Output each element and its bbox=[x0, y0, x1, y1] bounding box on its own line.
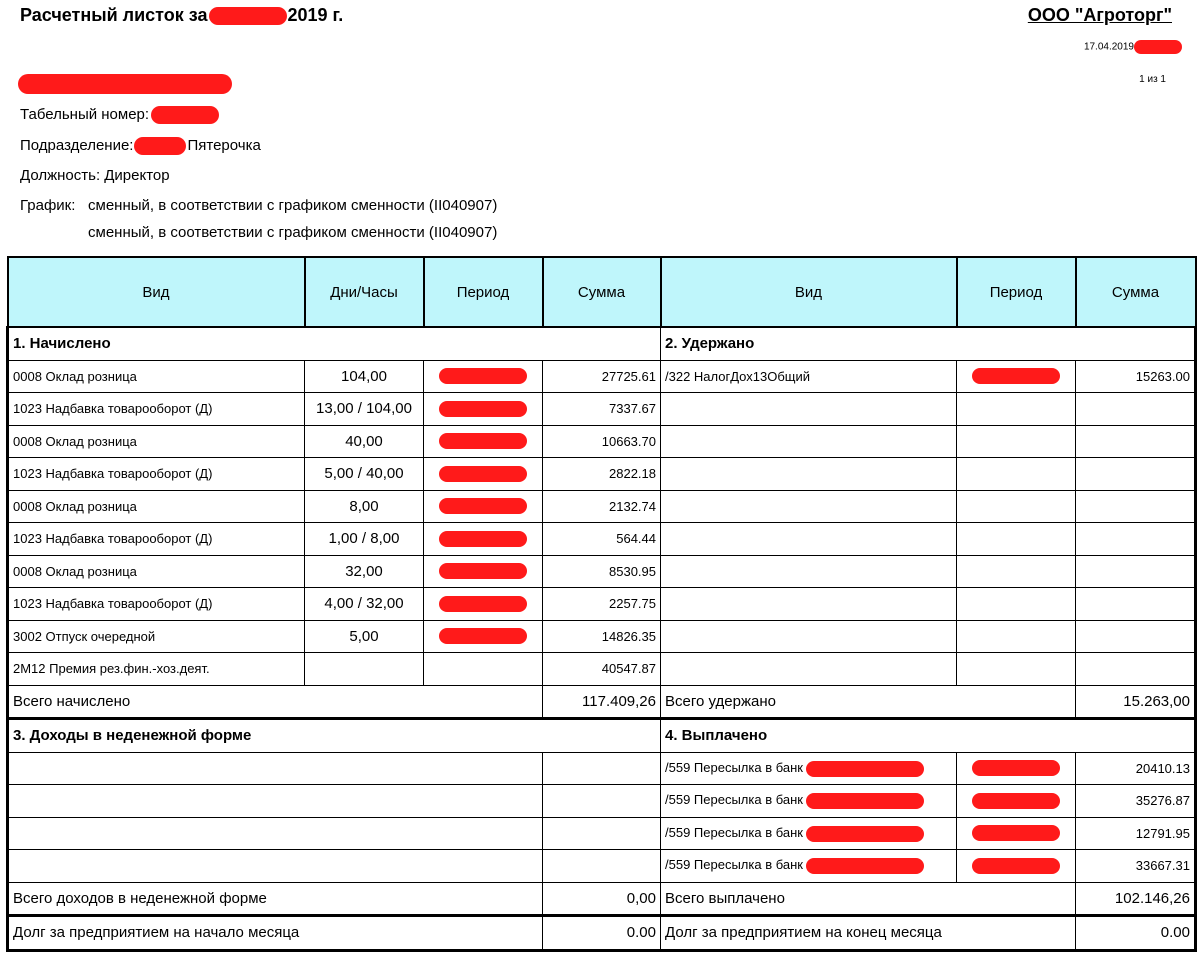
accrued-days: 1,00 / 8,00 bbox=[305, 523, 424, 556]
withheld-type bbox=[661, 393, 957, 426]
accrued-period bbox=[424, 360, 543, 393]
redaction-mark bbox=[806, 761, 924, 777]
period-redaction bbox=[439, 466, 527, 482]
accrued-sum: 40547.87 bbox=[543, 653, 661, 686]
paid-sum: 20410.13 bbox=[1076, 752, 1196, 785]
total-paid-label: Всего выплачено bbox=[661, 882, 1076, 916]
debt-end-label: Долг за предприятием на конец месяца bbox=[661, 916, 1076, 951]
section-row bbox=[8, 719, 1196, 753]
withheld-period bbox=[957, 490, 1076, 523]
redaction-mark bbox=[806, 858, 924, 874]
paid-type: /559 Пересылка в банк bbox=[661, 785, 957, 818]
totals-row bbox=[8, 882, 1196, 916]
total-withheld-value: 15.263,00 bbox=[1076, 685, 1196, 719]
non-cash-type bbox=[8, 817, 543, 850]
table-header bbox=[8, 257, 1196, 327]
payslip-table bbox=[6, 256, 1197, 952]
debt-start-label: Долг за предприятием на начало месяца bbox=[8, 916, 543, 951]
period-redaction bbox=[439, 401, 527, 417]
schedule-label: График: bbox=[20, 197, 76, 214]
non-cash-type bbox=[8, 752, 543, 785]
header-period: Период bbox=[424, 257, 543, 327]
period-redaction bbox=[972, 760, 1060, 776]
redaction-mark bbox=[151, 106, 219, 124]
accrued-days: 13,00 / 104,00 bbox=[305, 393, 424, 426]
total-withheld-label: Всего удержано bbox=[661, 685, 1076, 719]
withheld-sum bbox=[1076, 620, 1196, 653]
withheld-sum bbox=[1076, 458, 1196, 491]
accrued-period bbox=[424, 458, 543, 491]
page-counter: 1 из 1 bbox=[1139, 74, 1166, 85]
withheld-period bbox=[957, 653, 1076, 686]
period-redaction bbox=[972, 858, 1060, 874]
table-row bbox=[8, 490, 1196, 523]
non-cash-sum bbox=[543, 850, 661, 883]
section-withheld: 2. Удержано bbox=[661, 327, 1196, 360]
company-name: ООО "Агроторг" bbox=[1027, 5, 1172, 25]
accrued-period bbox=[424, 555, 543, 588]
accrued-type: 0008 Оклад розница bbox=[8, 360, 305, 393]
redaction-mark bbox=[806, 793, 924, 809]
redaction-mark bbox=[1134, 40, 1182, 54]
withheld-period bbox=[957, 523, 1076, 556]
period-redaction bbox=[439, 368, 527, 384]
withheld-sum bbox=[1076, 393, 1196, 426]
accrued-type: 0008 Оклад розница bbox=[8, 555, 305, 588]
debt-end-value: 0.00 bbox=[1076, 916, 1196, 951]
withheld-type bbox=[661, 458, 957, 491]
paid-period bbox=[957, 850, 1076, 883]
withheld-sum bbox=[1076, 425, 1196, 458]
accrued-days: 32,00 bbox=[305, 555, 424, 588]
accrued-sum: 564.44 bbox=[543, 523, 661, 556]
accrued-period bbox=[424, 425, 543, 458]
section-accrued: 1. Начислено bbox=[8, 327, 661, 360]
table-row bbox=[8, 523, 1196, 556]
accrued-days: 5,00 / 40,00 bbox=[305, 458, 424, 491]
accrued-days: 4,00 / 32,00 bbox=[305, 588, 424, 621]
table-row bbox=[8, 752, 1196, 785]
accrued-period bbox=[424, 620, 543, 653]
accrued-sum: 2822.18 bbox=[543, 458, 661, 491]
debt-row bbox=[8, 916, 1196, 951]
withheld-sum bbox=[1076, 490, 1196, 523]
accrued-period bbox=[424, 653, 543, 686]
accrued-days bbox=[305, 653, 424, 686]
accrued-sum: 8530.95 bbox=[543, 555, 661, 588]
withheld-type bbox=[661, 425, 957, 458]
table-row bbox=[8, 360, 1196, 393]
department: Подразделение: Пятерочка bbox=[20, 137, 261, 154]
position: Должность: Директор bbox=[20, 167, 170, 184]
period-redaction bbox=[439, 498, 527, 514]
accrued-type: 1023 Надбавка товарооборот (Д) bbox=[8, 523, 305, 556]
table-row bbox=[8, 653, 1196, 686]
redaction-mark bbox=[209, 7, 287, 25]
accrued-sum: 2132.74 bbox=[543, 490, 661, 523]
accrued-sum: 10663.70 bbox=[543, 425, 661, 458]
table-row bbox=[8, 620, 1196, 653]
non-cash-sum bbox=[543, 785, 661, 818]
table-row bbox=[8, 588, 1196, 621]
accrued-sum: 7337.67 bbox=[543, 393, 661, 426]
period-redaction bbox=[439, 531, 527, 547]
paid-sum: 35276.87 bbox=[1076, 785, 1196, 818]
withheld-type bbox=[661, 490, 957, 523]
period-redaction bbox=[972, 368, 1060, 384]
total-non-cash-label: Всего доходов в неденежной форме bbox=[8, 882, 543, 916]
table-row bbox=[8, 850, 1196, 883]
section-paid: 4. Выплачено bbox=[661, 719, 1196, 753]
redaction-mark bbox=[134, 137, 186, 155]
accrued-type: 3002 Отпуск очередной bbox=[8, 620, 305, 653]
accrued-days: 5,00 bbox=[305, 620, 424, 653]
total-non-cash-value: 0,00 bbox=[543, 882, 661, 916]
period-redaction bbox=[439, 563, 527, 579]
employee-name-redacted bbox=[18, 74, 232, 94]
schedule-line: сменный, в соответствии с графиком сменности (II040907) bbox=[88, 197, 498, 214]
total-paid-value: 102.146,26 bbox=[1076, 882, 1196, 916]
header-period-right: Период bbox=[957, 257, 1076, 327]
paid-type: /559 Пересылка в банк bbox=[661, 752, 957, 785]
accrued-sum: 14826.35 bbox=[543, 620, 661, 653]
accrued-type: 0008 Оклад розница bbox=[8, 425, 305, 458]
accrued-period bbox=[424, 588, 543, 621]
section-row bbox=[8, 327, 1196, 360]
withheld-sum bbox=[1076, 653, 1196, 686]
withheld-period bbox=[957, 393, 1076, 426]
header-sum: Сумма bbox=[543, 257, 661, 327]
accrued-sum: 27725.61 bbox=[543, 360, 661, 393]
print-date: 17.04.2019 bbox=[1084, 40, 1182, 54]
withheld-period bbox=[957, 555, 1076, 588]
period-redaction bbox=[439, 628, 527, 644]
period-redaction bbox=[972, 825, 1060, 841]
totals-row bbox=[8, 685, 1196, 719]
paid-type: /559 Пересылка в банк bbox=[661, 817, 957, 850]
accrued-sum: 2257.75 bbox=[543, 588, 661, 621]
withheld-sum bbox=[1076, 523, 1196, 556]
table-row bbox=[8, 555, 1196, 588]
withheld-type bbox=[661, 523, 957, 556]
accrued-type: 1023 Надбавка товарооборот (Д) bbox=[8, 393, 305, 426]
total-accrued-value: 117.409,26 bbox=[543, 685, 661, 719]
header-type-right: Вид bbox=[661, 257, 957, 327]
table-row bbox=[8, 393, 1196, 426]
withheld-period bbox=[957, 588, 1076, 621]
withheld-type: /322 НалогДох13Общий bbox=[661, 360, 957, 393]
debt-start-value: 0.00 bbox=[543, 916, 661, 951]
period-redaction bbox=[439, 433, 527, 449]
accrued-type: 2M12 Премия рез.фин.-хоз.деят. bbox=[8, 653, 305, 686]
paid-sum: 12791.95 bbox=[1076, 817, 1196, 850]
table-row bbox=[8, 425, 1196, 458]
total-accrued-label: Всего начислено bbox=[8, 685, 543, 719]
withheld-sum: 15263.00 bbox=[1076, 360, 1196, 393]
withheld-period bbox=[957, 425, 1076, 458]
accrued-type: 1023 Надбавка товарооборот (Д) bbox=[8, 588, 305, 621]
non-cash-type bbox=[8, 785, 543, 818]
accrued-type: 1023 Надбавка товарооборот (Д) bbox=[8, 458, 305, 491]
tab-number: Табельный номер: bbox=[20, 106, 219, 124]
table-row bbox=[8, 785, 1196, 818]
non-cash-sum bbox=[543, 817, 661, 850]
table-row bbox=[8, 458, 1196, 491]
header-days-hours: Дни/Часы bbox=[305, 257, 424, 327]
paid-sum: 33667.31 bbox=[1076, 850, 1196, 883]
withheld-sum bbox=[1076, 588, 1196, 621]
period-redaction bbox=[439, 596, 527, 612]
paid-type: /559 Пересылка в банк bbox=[661, 850, 957, 883]
paid-period bbox=[957, 752, 1076, 785]
withheld-type bbox=[661, 588, 957, 621]
header-sum-right: Сумма bbox=[1076, 257, 1196, 327]
withheld-period bbox=[957, 620, 1076, 653]
accrued-days: 104,00 bbox=[305, 360, 424, 393]
accrued-period bbox=[424, 523, 543, 556]
table-row bbox=[8, 817, 1196, 850]
withheld-period bbox=[957, 458, 1076, 491]
non-cash-type bbox=[8, 850, 543, 883]
section-non-cash: 3. Доходы в неденежной форме bbox=[8, 719, 661, 753]
schedule-line: сменный, в соответствии с графиком сменности (II040907) bbox=[88, 224, 498, 241]
accrued-days: 40,00 bbox=[305, 425, 424, 458]
accrued-days: 8,00 bbox=[305, 490, 424, 523]
accrued-type: 0008 Оклад розница bbox=[8, 490, 305, 523]
redaction-mark bbox=[806, 826, 924, 842]
withheld-sum bbox=[1076, 555, 1196, 588]
withheld-type bbox=[661, 620, 957, 653]
paid-period bbox=[957, 785, 1076, 818]
non-cash-sum bbox=[543, 752, 661, 785]
redaction-mark bbox=[18, 74, 232, 94]
payslip-title: Расчетный листок за 2019 г. bbox=[20, 5, 344, 25]
period-redaction bbox=[972, 793, 1060, 809]
header-type: Вид bbox=[8, 257, 305, 327]
paid-period bbox=[957, 817, 1076, 850]
withheld-period bbox=[957, 360, 1076, 393]
accrued-period bbox=[424, 490, 543, 523]
withheld-type bbox=[661, 555, 957, 588]
withheld-type bbox=[661, 653, 957, 686]
accrued-period bbox=[424, 393, 543, 426]
